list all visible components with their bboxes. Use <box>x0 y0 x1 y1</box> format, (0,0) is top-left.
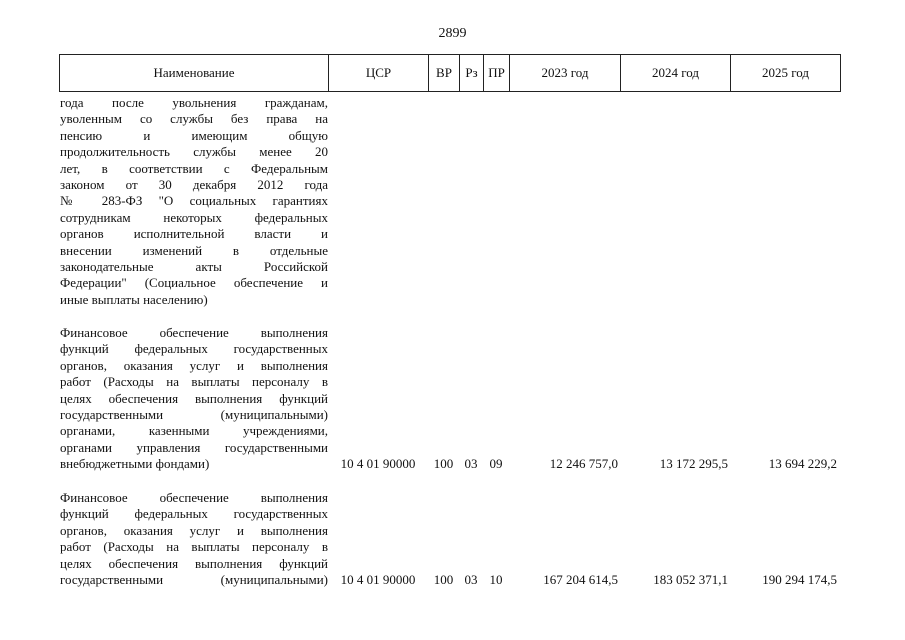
header-2024: 2024 год <box>621 55 731 91</box>
row-2025 <box>730 95 839 308</box>
row-name-line: работ (Расходы на выплаты персоналу в <box>60 374 328 390</box>
row-name-line: законодательные акты Российской <box>60 259 328 275</box>
row-name <box>59 325 328 473</box>
row-rz: 03 <box>464 456 478 472</box>
row-name-line: внесении изменений в отдельные <box>60 242 328 258</box>
row-name-line: функций федеральных государственных <box>60 341 328 357</box>
header-vr: ВР <box>429 55 460 91</box>
header-2025: 2025 год <box>762 65 809 80</box>
row-rz: 03 <box>464 572 478 588</box>
row-vr: 100 <box>433 456 454 472</box>
row-name-line: лет, в соответствии с Федеральным <box>60 160 328 176</box>
row-2024 <box>620 95 730 308</box>
row-name-line: целях обеспечения выполнения функций <box>60 555 328 571</box>
row-pr: 10 <box>489 572 503 588</box>
row-csr: 10 4 01 90000 <box>340 572 416 588</box>
row-pr: 09 <box>489 456 503 472</box>
row-pr <box>483 95 509 308</box>
row-2025: 190 294 174,5 <box>762 572 837 588</box>
row-2025: 13 694 229,2 <box>768 456 837 472</box>
row-name-line: государственными (муниципальными) <box>60 572 328 588</box>
row-name-line: целях обеспечения выполнения функций <box>60 390 328 406</box>
table-row <box>59 95 841 308</box>
table-row <box>59 325 841 473</box>
row-name-line: работ (Расходы на выплаты персоналу в <box>60 539 328 555</box>
row-name-line: органами, казенными учреждениями, <box>60 423 328 439</box>
row-2024: 183 052 371,1 <box>653 572 728 588</box>
row-name-line: внебюджетными фондами) <box>60 456 210 472</box>
row-name-line: № 283-ФЗ "О социальных гарантиях <box>60 193 328 209</box>
row-name-line: Федерации" (Социальное обеспечение и <box>60 275 328 291</box>
row-name-line: Финансовое обеспечение выполнения <box>60 490 328 505</box>
table-row <box>59 490 841 588</box>
row-name-line: продолжительность службы менее 20 <box>60 144 328 160</box>
row-name-line: функций федеральных государственных <box>60 506 328 522</box>
header-csr: ЦСР <box>329 55 429 91</box>
row-name-line: органов, оказания услуг и выполнения <box>60 357 328 373</box>
row-name-line: государственными (муниципальными) <box>60 407 328 423</box>
row-name-line: сотрудникам некоторых федеральных <box>60 209 328 225</box>
row-vr <box>428 95 459 308</box>
page-number: 2899 <box>438 26 467 41</box>
row-2024: 13 172 295,5 <box>659 456 728 472</box>
row-name-line: иные выплаты населению) <box>60 291 208 307</box>
row-name-line: Финансовое обеспечение выполнения <box>60 325 328 340</box>
row-name-line: уволенным со службы без права на <box>60 111 328 127</box>
row-name-line: органов, оказания услуг и выполнения <box>60 522 328 538</box>
header-rz: Рз <box>460 55 484 91</box>
header-2023: 2023 год <box>510 55 621 91</box>
row-2023: 167 204 614,5 <box>543 572 618 588</box>
row-rz <box>459 95 483 308</box>
row-name <box>59 95 328 308</box>
row-name <box>59 490 328 588</box>
row-name-line: года после увольнения гражданам, <box>60 95 328 110</box>
row-name-line: законом от 30 декабря 2012 года <box>60 177 328 193</box>
header-name: Наименование <box>60 55 329 91</box>
row-name-line: органами управления государственными <box>60 439 328 455</box>
row-vr: 100 <box>433 572 454 588</box>
row-name-line: пенсию и имеющим общую <box>60 127 328 143</box>
table-header <box>59 54 841 92</box>
header-pr: ПР <box>484 55 510 91</box>
row-2023 <box>509 95 620 308</box>
row-csr <box>328 95 428 308</box>
row-name-line: органов исполнительной власти и <box>60 226 328 242</box>
row-csr: 10 4 01 90000 <box>340 456 416 472</box>
row-2023: 12 246 757,0 <box>549 456 618 472</box>
